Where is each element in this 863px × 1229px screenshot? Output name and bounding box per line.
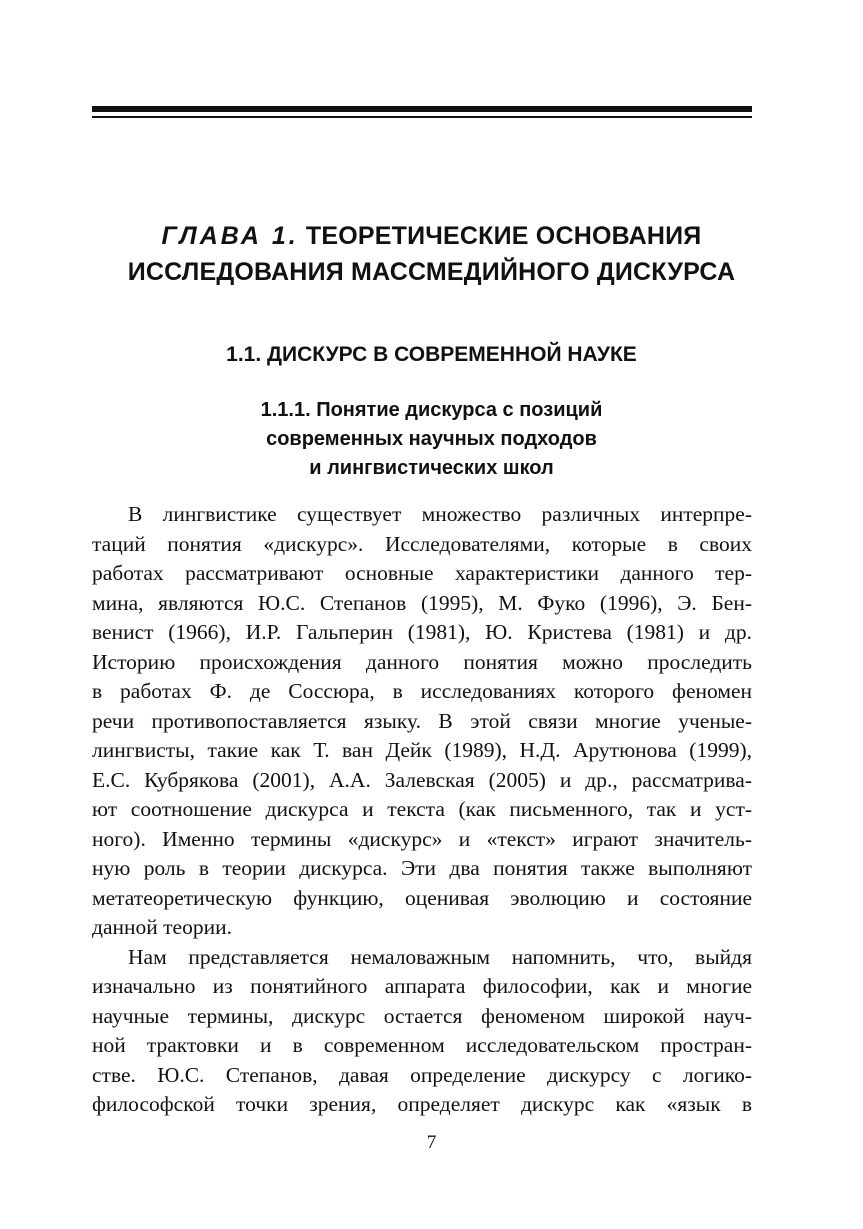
text-line: данной теории. <box>92 915 232 939</box>
text-line: речи противопоставляется языку. В этой связи многие ученые- <box>92 708 752 733</box>
chapter-heading <box>60 218 803 290</box>
text-line: Историю происхождения данного понятия можно проследить <box>92 649 752 674</box>
subsection-heading-line: 1.1.1. Понятие дискурса с позиций <box>260 399 603 421</box>
text-line: в работах Ф. де Соссюра, в исследованиях которого феномен <box>92 679 752 703</box>
chapter-title-part1: ТЕОРЕТИЧЕСКИЕ ОСНОВАНИЯ <box>305 222 702 250</box>
text-line: изначально из понятийного аппарата философии, как и многие <box>92 974 752 998</box>
text-line: метатеоретическую функцию, оценивая эволюцию и состояние <box>92 885 752 910</box>
page-number: 7 <box>426 1132 437 1153</box>
text-line: мина, являются Ю.С. Степанов (1995), М. Фуко (1996), Э. Бен- <box>92 590 752 615</box>
subsection-heading-line: современных научных подходов <box>266 428 597 450</box>
text-line: венист (1966), И.Р. Гальперин (1981), Ю. Кристева (1981) и др. <box>92 620 752 644</box>
text-line: ют соотношение дискурса и текста (как письменного, так и уст- <box>92 797 752 821</box>
paragraph-2 <box>92 943 752 1120</box>
text-line: Нам представляется немаловажным напомнить, что, выйдя <box>128 944 752 969</box>
subsection-heading <box>60 396 803 483</box>
text-line: философской точки зрения, определяет дискурс как «язык в <box>92 1092 752 1116</box>
paragraph-1 <box>92 500 752 943</box>
text-line: ного). Именно термины «дискурс» и «текст» играют значитель- <box>92 826 752 851</box>
text-line: ную роль в теории дискурса. Эти два понятия также выполняют <box>92 856 752 880</box>
text-line: таций понятия «дискурс». Исследователями, которые в своих <box>92 531 752 556</box>
text-line: научные термины, дискурс остается феноменом широкой науч- <box>92 1003 752 1028</box>
text-line: лингвисты, такие как Т. ван Дейк (1989), Н.Д. Арутюнова (1999), <box>92 738 752 762</box>
header-rule-thin <box>92 116 752 118</box>
chapter-number: ГЛАВА 1. <box>161 222 299 250</box>
body-text <box>92 500 752 1120</box>
chapter-title-part2: ИССЛЕДОВАНИЯ МАССМЕДИЙНОГО ДИСКУРСА <box>127 258 736 286</box>
section-heading: 1.1. ДИСКУРС В СОВРЕМЕННОЙ НАУКЕ <box>226 343 637 366</box>
subsection-heading-line: и лингвистических школ <box>309 457 554 479</box>
text-line: В лингвистике существует множество различных интерпре- <box>128 502 752 526</box>
header-rule-thick <box>92 106 752 112</box>
chapter-heading-line1 <box>60 218 803 254</box>
text-line: стве. Ю.С. Степанов, давая определение дискурсу с логико- <box>92 1062 752 1087</box>
text-line: работах рассматривают основные характеристики данного тер- <box>92 561 752 585</box>
text-line: ной трактовки и в современном исследовательском простран- <box>92 1033 752 1057</box>
text-line: Е.С. Кубрякова (2001), А.А. Залевская (2005) и др., рассматрива- <box>92 767 752 792</box>
